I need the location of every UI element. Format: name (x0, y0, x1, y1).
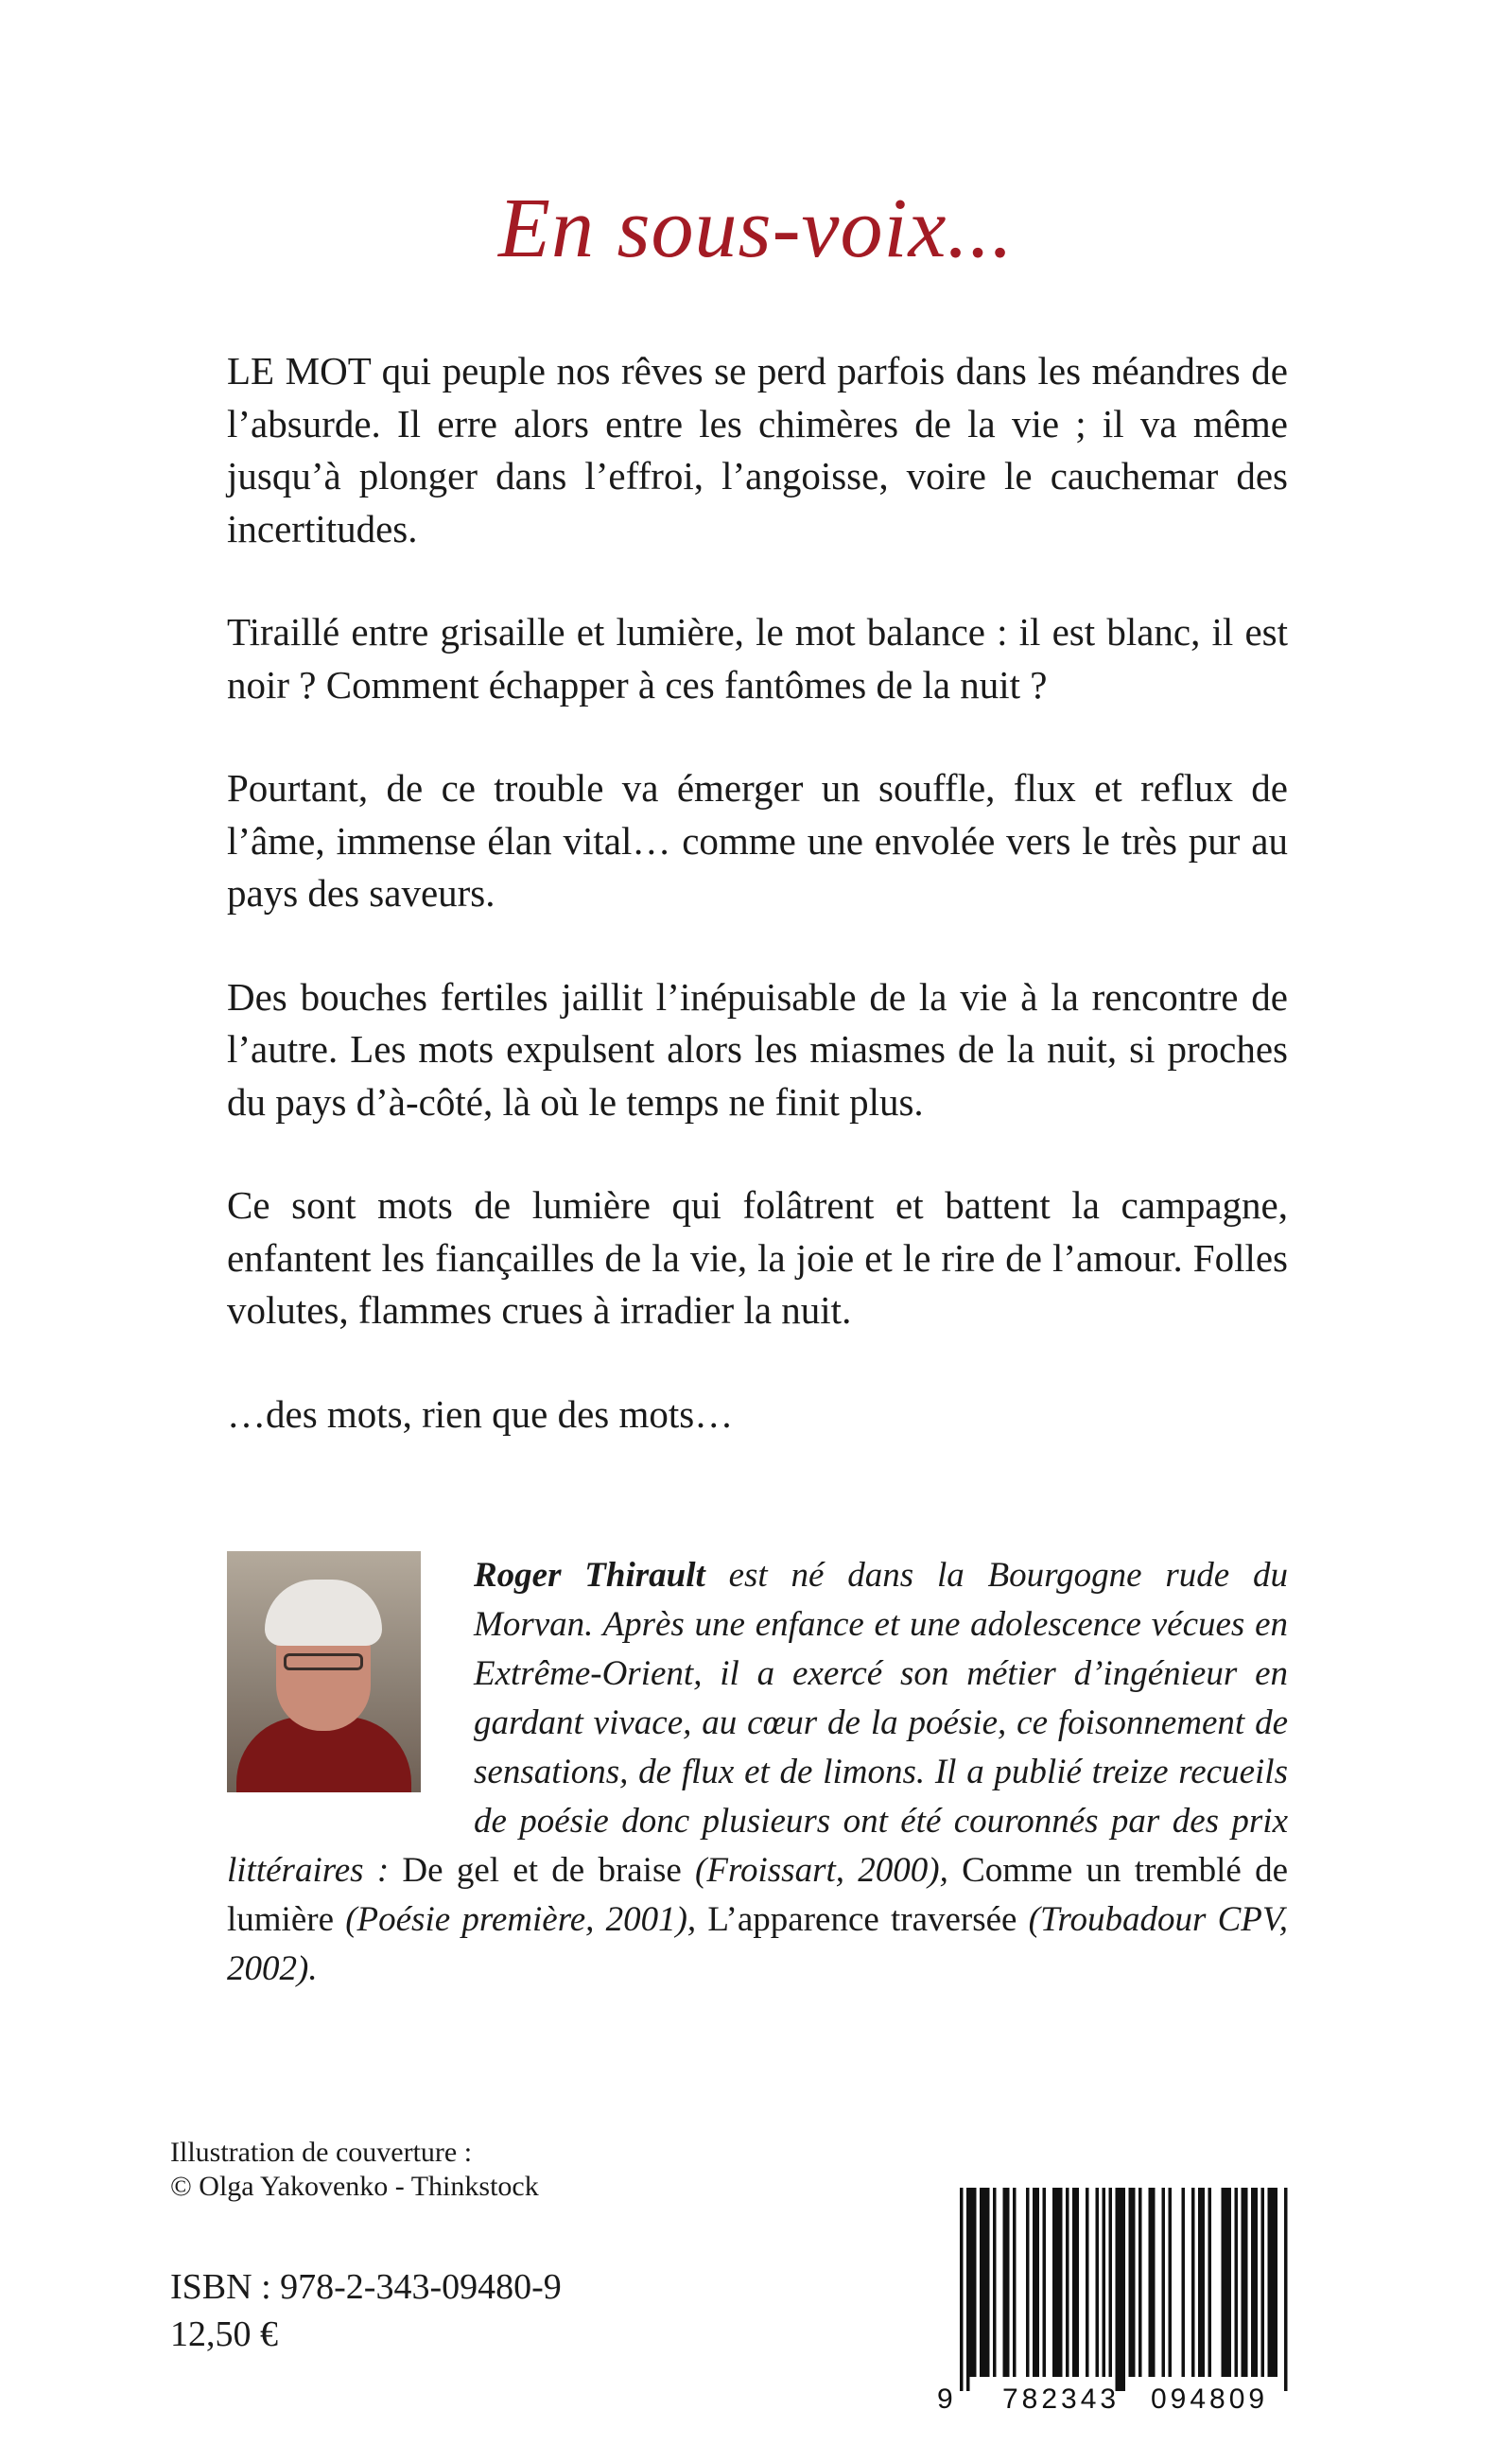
barcode-digits-right: 094809 (1151, 2383, 1269, 2415)
author-photo (227, 1551, 421, 1792)
price: 12,50 € (170, 2314, 278, 2354)
blurb-paragraph: Tiraillé entre grisaille et lumière, le mot balance : il est blanc, il est noir ? Comment échapper à ces fantômes de la nuit ? (227, 610, 1288, 707)
barcode-bar (1162, 2188, 1166, 2377)
barcode-bar (1138, 2188, 1142, 2377)
credits-label: Illustration de couverture : (170, 2137, 473, 2168)
barcode-digits-left: 782343 (1002, 2383, 1121, 2415)
blurb-paragraph: Des bouches fertiles jaillit l’inépuisable de la vie à la rencontre de l’autre. Les mots expulsent alors les miasmes de la nuit, si proches du pays d’à-côté, là où le temps ne finit plus. (227, 974, 1288, 1124)
barcode-bar (1191, 2188, 1195, 2377)
barcode-bar (1116, 2188, 1126, 2391)
barcode-bar (1129, 2188, 1136, 2377)
author-bio (227, 1551, 1288, 1994)
barcode-bar (1284, 2188, 1288, 2391)
barcode-bar (980, 2188, 990, 2377)
barcode-bar (1222, 2188, 1232, 2377)
barcode-bar (1072, 2188, 1079, 2377)
barcode-bar (1003, 2188, 1010, 2377)
isbn-block (170, 2263, 562, 2358)
barcode-bar (1043, 2188, 1047, 2377)
barcode (931, 2183, 1314, 2415)
barcode-bar (1268, 2188, 1278, 2377)
book-title: En sous-voix... (498, 182, 1014, 275)
barcode-bar (1149, 2188, 1156, 2377)
barcode-bar (960, 2188, 964, 2391)
barcode-digit-prefix: 9 (937, 2383, 953, 2415)
illustration-credits (170, 2136, 539, 2204)
barcode-bar (966, 2188, 970, 2391)
author-name: Roger Thirault (474, 1556, 705, 1595)
barcode-bar (1109, 2188, 1113, 2377)
barcode-bar (1208, 2188, 1212, 2377)
barcode-graphic (931, 2183, 1314, 2415)
barcode-bar (1103, 2188, 1106, 2377)
barcode-bar (1026, 2188, 1030, 2377)
barcode-bar (1242, 2188, 1248, 2377)
book-publisher-1: (Froissart, 2000), (681, 1851, 963, 1890)
barcode-bar (1066, 2188, 1069, 2377)
barcode-bar (1086, 2188, 1089, 2377)
barcode-bar (970, 2188, 977, 2377)
blurb-paragraph: …des mots, rien que des mots… (227, 1391, 734, 1436)
blurb (227, 345, 1288, 1492)
barcode-bar (1182, 2188, 1186, 2377)
barcode-bar (1013, 2188, 1017, 2377)
barcode-bar (1261, 2188, 1265, 2377)
book-publisher-2: (Poésie première, 2001), (334, 1900, 708, 1939)
book-title-1: De gel et de braise (402, 1851, 682, 1890)
barcode-bar (1096, 2188, 1100, 2377)
barcode-bar (1169, 2188, 1173, 2377)
barcode-bar (993, 2188, 997, 2377)
author-bio-text: est né dans la Bourgogne rude du Morvan. Après une enfance et une adolescence vécues en Extrême-Orient, il a exercé son métier d’ingénieur en gardant vivace, au cœur de la poésie, ce foisonnement de sensations, de flux et de limons. Il a publié treize recueils de poésie donc plusieurs ont été couronnés par des prix littéraires : (227, 1556, 1289, 1890)
barcode-bar (1251, 2188, 1258, 2377)
book-title-3: L’apparence traversée (707, 1900, 1017, 1939)
credits-author: © Olga Yakovenko - Thinkstock (170, 2171, 539, 2202)
blurb-paragraph: LE MOT qui peuple nos rêves se perd parfois dans les méandres de l’absurde. Il erre alors entre les chimères de la vie ; il va même jusqu’à plonger dans l’effroi, l’angoisse, voire le cauchemar des incertitudes. (227, 349, 1288, 550)
isbn-number: ISBN : 978-2-343-09480-9 (170, 2267, 562, 2307)
book-publisher-3: (Troubadour CPV, 2002). (227, 1900, 1288, 1988)
book-title-2: Comme un tremblé de lumière (227, 1851, 1289, 1939)
barcode-bar (1235, 2188, 1239, 2377)
blurb-paragraph: Ce sont mots de lumière qui folâtrent et battent la campagne, enfantent les fiançailles de la vie, la joie et le rire de l’amour. Folles volutes, flammes crues à irradier la nuit. (227, 1183, 1288, 1332)
barcode-bar (1052, 2188, 1063, 2377)
blurb-paragraph: Pourtant, de ce trouble va émerger un souffle, flux et reflux de l’âme, immense élan vital… comme une envolée vers le très pur au pays des saveurs. (227, 766, 1288, 915)
barcode-bar (1033, 2188, 1039, 2377)
barcode-bar (1198, 2188, 1205, 2377)
